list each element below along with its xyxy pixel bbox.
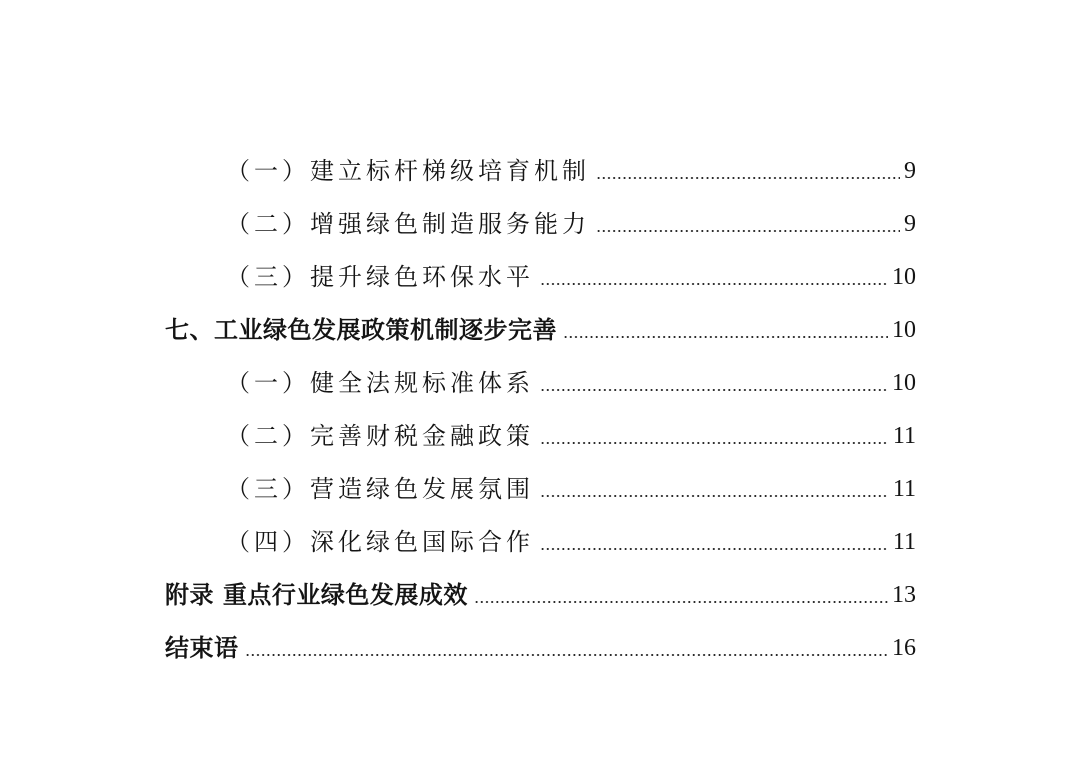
toc-chapter-title: 附录 重点行业绿色发展成效 (165, 581, 468, 609)
toc-entry[interactable] (226, 466, 916, 506)
toc-entry-title: （三）营造绿色发展氛围 (226, 475, 534, 503)
toc-leader-dots (596, 177, 900, 179)
toc-entry-title: （二）完善财税金融政策 (226, 422, 534, 450)
toc-entry-page: 16 (892, 635, 916, 661)
toc-leader-dots (563, 336, 888, 338)
toc-chapter-title: 七、工业绿色发展政策机制逐步完善 (165, 316, 557, 344)
toc-entry-page: 11 (892, 529, 916, 555)
toc-leader-dots (596, 230, 900, 232)
toc-entry-page: 9 (904, 211, 916, 237)
toc-entry-page: 13 (892, 582, 916, 608)
toc-entry[interactable] (226, 519, 916, 559)
toc-leader-dots (540, 548, 889, 550)
toc-entry-title: （一）建立标杆梯级培育机制 (226, 157, 590, 185)
toc-leader-dots (245, 654, 889, 656)
toc-entry[interactable] (226, 254, 916, 294)
toc-entry-page: 9 (904, 158, 916, 184)
toc-entry-page: 10 (892, 264, 916, 290)
toc-entry-title: （三）提升绿色环保水平 (226, 263, 534, 291)
toc-entry-page: 11 (892, 423, 916, 449)
toc-entry-page: 11 (892, 476, 916, 502)
toc-chapter-entry[interactable] (165, 625, 916, 665)
toc-entry-page: 10 (892, 317, 916, 343)
toc-entry-title: （二）增强绿色制造服务能力 (226, 210, 590, 238)
toc-entry-page: 10 (892, 370, 916, 396)
toc-chapter-entry[interactable] (165, 572, 916, 612)
toc-entry[interactable] (226, 360, 916, 400)
toc-leader-dots (474, 601, 888, 603)
toc-chapter-entry[interactable] (165, 307, 916, 347)
toc-leader-dots (540, 442, 889, 444)
toc-chapter-title: 结束语 (165, 634, 239, 662)
toc-entry[interactable] (226, 148, 916, 188)
toc-entry-title: （一）健全法规标准体系 (226, 369, 534, 397)
toc-leader-dots (540, 283, 888, 285)
toc-entry-title: （四）深化绿色国际合作 (226, 528, 534, 556)
toc-entry[interactable] (226, 413, 916, 453)
toc-leader-dots (540, 389, 888, 391)
toc-leader-dots (540, 495, 889, 497)
toc-entry[interactable] (226, 201, 916, 241)
